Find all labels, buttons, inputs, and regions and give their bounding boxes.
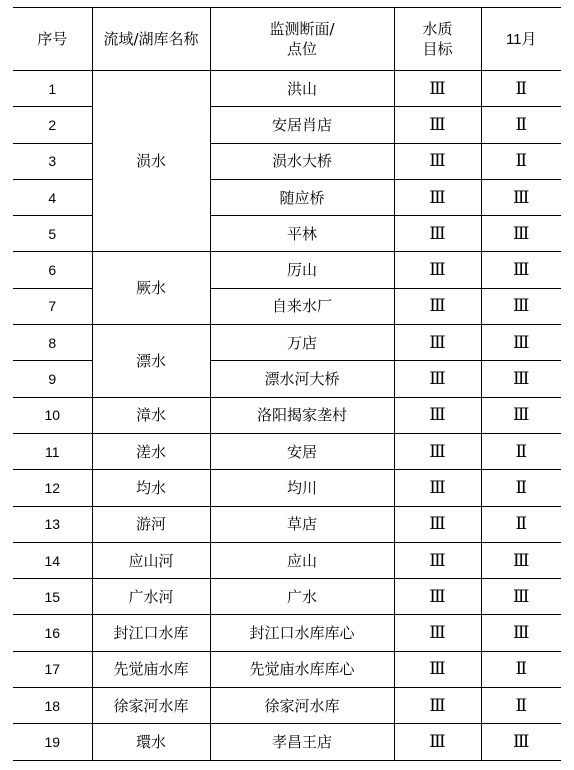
cell-target: Ⅲ	[394, 143, 481, 179]
cell-basin: 溠水	[92, 433, 210, 469]
cell-seq: 19	[13, 724, 92, 760]
header-month: 11月	[481, 8, 561, 71]
cell-target: Ⅲ	[394, 651, 481, 687]
cell-target: Ⅲ	[394, 542, 481, 578]
table-header	[13, 8, 561, 71]
header-section: 监测断面/ 点位	[210, 8, 394, 71]
cell-seq: 7	[13, 288, 92, 324]
cell-seq: 3	[13, 143, 92, 179]
cell-month: Ⅲ	[481, 397, 561, 433]
cell-seq: 11	[13, 433, 92, 469]
cell-basin: 環水	[92, 724, 210, 760]
cell-basin: 封江口水库	[92, 615, 210, 651]
cell-section: 应山	[210, 542, 394, 578]
cell-section: 安居	[210, 433, 394, 469]
header-seq: 序号	[13, 8, 92, 71]
cell-month: Ⅱ	[481, 688, 561, 724]
table-row	[13, 325, 561, 361]
cell-month: Ⅱ	[481, 470, 561, 506]
cell-month: Ⅱ	[481, 71, 561, 107]
cell-month: Ⅲ	[481, 216, 561, 252]
table-row	[13, 579, 561, 615]
cell-section: 封江口水库库心	[210, 615, 394, 651]
cell-section: 万店	[210, 325, 394, 361]
cell-seq: 16	[13, 615, 92, 651]
cell-target: Ⅲ	[394, 615, 481, 651]
cell-seq: 14	[13, 542, 92, 578]
table-row	[13, 724, 561, 760]
cell-section: 徐家河水库	[210, 688, 394, 724]
cell-target: Ⅲ	[394, 288, 481, 324]
cell-seq: 9	[13, 361, 92, 397]
header-target: 水质 目标	[394, 8, 481, 71]
table-row	[13, 433, 561, 469]
table-row	[13, 688, 561, 724]
cell-basin: 先觉庙水库	[92, 651, 210, 687]
cell-target: Ⅲ	[394, 506, 481, 542]
cell-section: 涢水大桥	[210, 143, 394, 179]
cell-basin: 漳水	[92, 397, 210, 433]
cell-target: Ⅲ	[394, 71, 481, 107]
cell-month: Ⅱ	[481, 433, 561, 469]
cell-month: Ⅱ	[481, 107, 561, 143]
table-row	[13, 651, 561, 687]
cell-seq: 6	[13, 252, 92, 288]
cell-section: 洛阳揭家垄村	[210, 397, 394, 433]
cell-basin: 应山河	[92, 542, 210, 578]
cell-basin: 游河	[92, 506, 210, 542]
cell-month: Ⅲ	[481, 179, 561, 215]
cell-month: Ⅲ	[481, 724, 561, 760]
cell-target: Ⅲ	[394, 724, 481, 760]
cell-section: 草店	[210, 506, 394, 542]
cell-month: Ⅱ	[481, 651, 561, 687]
cell-section: 自来水厂	[210, 288, 394, 324]
table-row	[13, 252, 561, 288]
cell-seq: 10	[13, 397, 92, 433]
cell-section: 先觉庙水库库心	[210, 651, 394, 687]
table-body	[13, 71, 561, 761]
water-quality-table	[13, 7, 561, 761]
cell-seq: 5	[13, 216, 92, 252]
cell-section: 安居肖店	[210, 107, 394, 143]
table-row	[13, 71, 561, 107]
cell-month: Ⅲ	[481, 252, 561, 288]
cell-seq: 13	[13, 506, 92, 542]
cell-seq: 18	[13, 688, 92, 724]
cell-basin: 徐家河水库	[92, 688, 210, 724]
header-row	[13, 8, 561, 71]
cell-month: Ⅲ	[481, 288, 561, 324]
cell-target: Ⅲ	[394, 688, 481, 724]
cell-basin: 涢水	[92, 71, 210, 252]
cell-basin: 漂水	[92, 325, 210, 398]
table-row	[13, 615, 561, 651]
cell-seq: 15	[13, 579, 92, 615]
cell-seq: 17	[13, 651, 92, 687]
cell-section: 随应桥	[210, 179, 394, 215]
cell-section: 广水	[210, 579, 394, 615]
cell-month: Ⅲ	[481, 579, 561, 615]
cell-basin: 厥水	[92, 252, 210, 325]
cell-target: Ⅲ	[394, 433, 481, 469]
cell-basin: 均水	[92, 470, 210, 506]
table-row	[13, 506, 561, 542]
cell-target: Ⅲ	[394, 397, 481, 433]
cell-seq: 1	[13, 71, 92, 107]
cell-target: Ⅲ	[394, 325, 481, 361]
cell-target: Ⅲ	[394, 579, 481, 615]
cell-section: 均川	[210, 470, 394, 506]
cell-seq: 2	[13, 107, 92, 143]
header-basin: 流域/湖库名称	[92, 8, 210, 71]
cell-section: 漂水河大桥	[210, 361, 394, 397]
cell-seq: 8	[13, 325, 92, 361]
water-quality-table-wrapper	[13, 7, 561, 761]
cell-section: 平林	[210, 216, 394, 252]
table-row	[13, 542, 561, 578]
cell-target: Ⅲ	[394, 179, 481, 215]
cell-target: Ⅲ	[394, 470, 481, 506]
cell-section: 洪山	[210, 71, 394, 107]
cell-month: Ⅲ	[481, 615, 561, 651]
cell-section: 厉山	[210, 252, 394, 288]
cell-section: 孝昌王店	[210, 724, 394, 760]
cell-seq: 12	[13, 470, 92, 506]
cell-target: Ⅲ	[394, 252, 481, 288]
cell-target: Ⅲ	[394, 216, 481, 252]
cell-basin: 广水河	[92, 579, 210, 615]
cell-month: Ⅱ	[481, 143, 561, 179]
cell-month: Ⅲ	[481, 361, 561, 397]
cell-month: Ⅲ	[481, 542, 561, 578]
cell-seq: 4	[13, 179, 92, 215]
table-row	[13, 397, 561, 433]
cell-month: Ⅲ	[481, 325, 561, 361]
cell-month: Ⅱ	[481, 506, 561, 542]
cell-target: Ⅲ	[394, 107, 481, 143]
cell-target: Ⅲ	[394, 361, 481, 397]
table-row	[13, 470, 561, 506]
